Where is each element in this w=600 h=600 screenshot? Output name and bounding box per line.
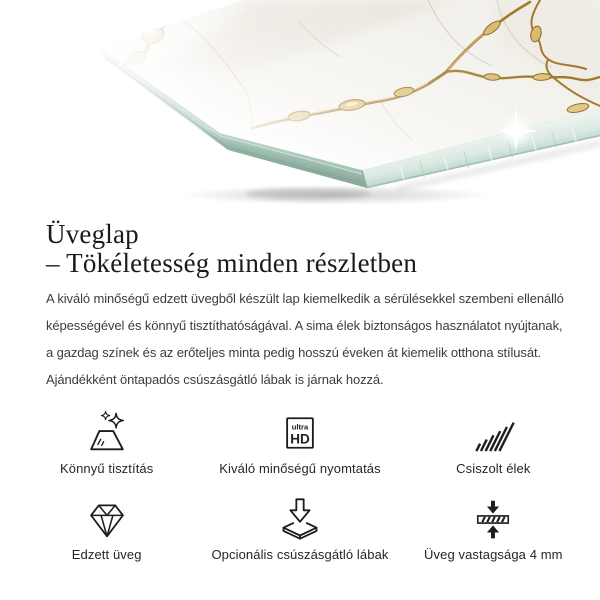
feature-label: Csiszolt élek — [456, 461, 531, 476]
title-line-1: Üveglap — [46, 219, 139, 249]
feature-print-quality — [203, 410, 396, 477]
feature-label: Üveg vastagsága 4 mm — [424, 547, 563, 562]
ultra-hd-text-bottom: HD — [290, 431, 310, 447]
feature-easy-cleaning — [10, 410, 203, 477]
feature-tempered-glass — [10, 496, 203, 563]
ultra-hd-text-top: ultra — [291, 422, 309, 432]
sparkle-clean-icon — [84, 410, 130, 456]
description-line: a gazdag színek és az erőteljes minta pedig hosszú éveken át kiemelik otthona stílusát. — [46, 345, 541, 360]
feature-anti-slip-feet — [203, 496, 396, 563]
anti-slip-feet-icon — [278, 496, 322, 542]
page-title — [46, 220, 600, 278]
feature-label: Opcionális csúszásgátló lábak — [211, 547, 389, 562]
feature-glass-thickness — [397, 496, 590, 563]
left-fade — [0, 0, 340, 210]
description-line: képességével és könnyű tisztíthatóságával. A sima élek biztonságos használatot nyújtanak, — [46, 318, 563, 333]
feature-polished-edges — [397, 410, 590, 477]
feature-label: Könnyű tisztítás — [59, 461, 154, 476]
feature-label: Kiváló minőségű nyomtatás — [219, 461, 381, 476]
ultra-hd-icon — [286, 417, 314, 449]
description-line: A kiváló minőségű edzett üvegből készült lap kiemelkedik a sérülésekkel szembeni ellenálló — [46, 291, 564, 306]
title-line-2: – Tökéletesség minden részletben — [46, 248, 418, 278]
description-line: Ajándékként öntapadós csúszásgátló lábak is járnak hozzá. — [46, 372, 384, 387]
glass-thickness-icon — [475, 498, 511, 541]
polished-edges-icon — [469, 413, 517, 454]
glass-plate-illustration — [0, 0, 600, 210]
product-image — [0, 0, 600, 210]
feature-label: Edzett üveg — [71, 547, 142, 562]
diamond-icon — [85, 499, 129, 539]
feature-grid — [0, 410, 600, 563]
product-description — [46, 285, 600, 393]
